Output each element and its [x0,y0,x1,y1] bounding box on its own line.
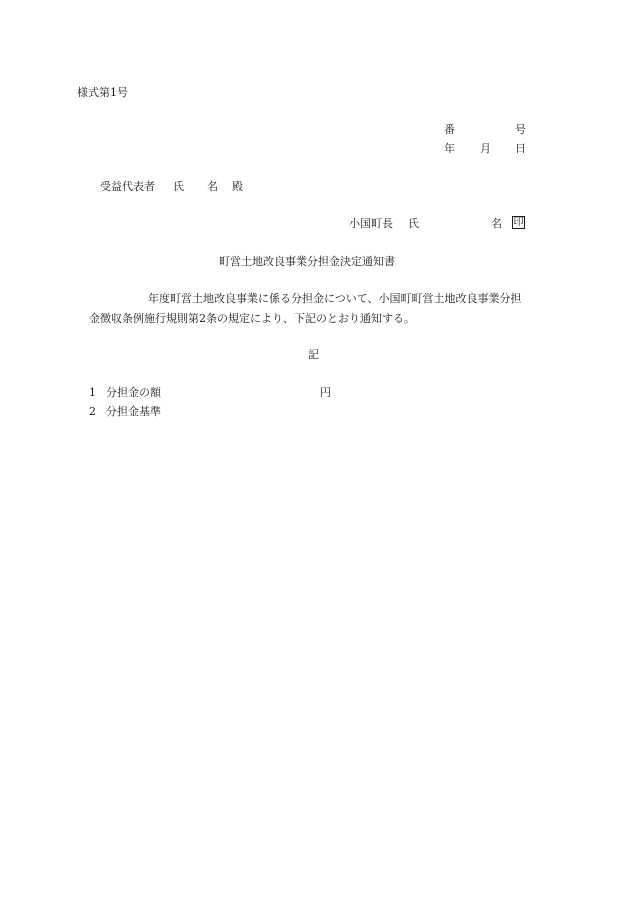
issuer-title: 小国町長 [349,217,393,230]
recipient-dono: 殿 [232,180,243,193]
ki-heading: 記 [308,348,319,361]
item-1-label: 分担金の額 [106,386,161,399]
document-title: 町営土地改良事業分担金決定通知書 [219,255,395,268]
doc-number-go: 号 [515,123,526,136]
date-month: 月 [480,142,491,155]
seal-stamp-box: 印 [513,217,524,228]
item-1-unit: 円 [320,386,331,399]
date-day: 日 [515,142,526,155]
issuer-mei: 名 [491,217,502,230]
form-number: 様式第1号 [77,86,128,99]
date-year: 年 [444,142,455,155]
item-2-number: 2 [89,405,96,418]
item-2-label: 分担金基準 [106,405,161,418]
body-line-2: 金徴収条例施行規則第2条の規定により、下記のとおり通知する。 [89,312,415,325]
recipient-shi: 氏 [173,180,184,193]
recipient-mei: 名 [207,180,218,193]
body-line-1: 年度町営土地改良事業に係る分担金について、小国町町営土地改良事業分担 [148,292,522,305]
issuer-shi: 氏 [408,217,419,230]
item-1-number: 1 [89,386,96,399]
recipient-title: 受益代表者 [100,180,155,193]
doc-number-ban: 番 [444,123,455,136]
